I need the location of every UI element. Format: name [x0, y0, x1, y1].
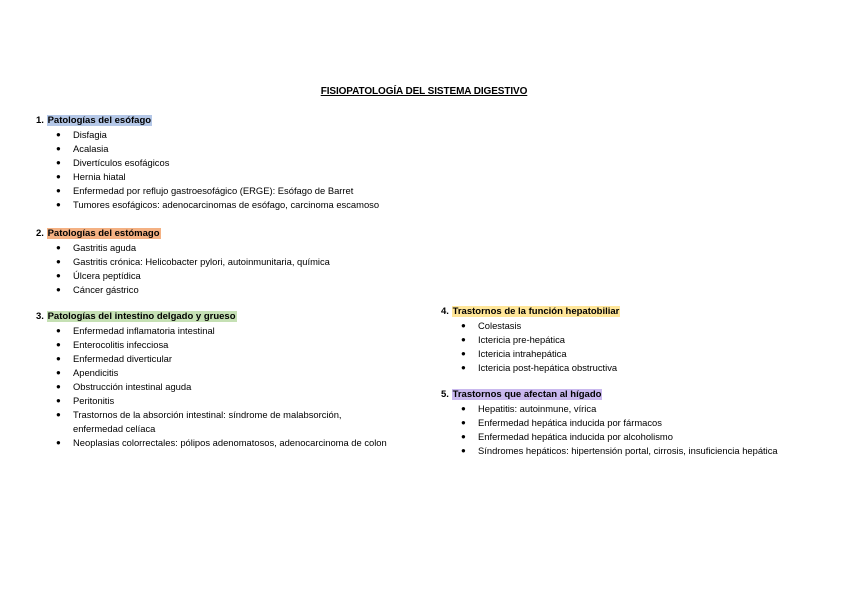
- list-item: ● Divertículos esofágicos: [56, 157, 170, 168]
- bullet-icon: ●: [56, 172, 61, 181]
- list-item: ● Úlcera peptídica: [56, 270, 141, 281]
- list-item: ● Enfermedad por reflujo gastroesofágico (ERGE): Esófago de Barret: [56, 185, 354, 196]
- page-title: FISIOPATOLOGÍA DEL SISTEMA DIGESTIVO: [320, 86, 528, 97]
- list-item: ● Tumores esofágicos: adenocarcinomas de esófago, carcinoma escamoso: [56, 199, 380, 210]
- list-item: ● Neoplasias colorrectales: pólipos adenomatosos, adenocarcinoma de colon: [56, 437, 387, 448]
- bullet-icon: ●: [56, 257, 61, 266]
- bullet-icon: ●: [56, 158, 61, 167]
- bullet-icon: ●: [56, 285, 61, 294]
- bullet-icon: ●: [56, 130, 61, 139]
- section-higado: [441, 388, 778, 458]
- list-item: ● Peritonitis: [56, 395, 115, 406]
- bullet-icon: ●: [56, 382, 61, 391]
- list-item: ● Gastritis aguda: [56, 242, 137, 253]
- list-item: ● Hepatitis: autoinmune, vírica: [461, 403, 597, 414]
- list-item: ● Cáncer gástrico: [56, 284, 139, 295]
- bullet-icon: ●: [461, 446, 466, 455]
- list-item: ● Apendicitis: [56, 367, 119, 378]
- list-item: ● Enfermedad hepática inducida por fármacos: [461, 417, 662, 428]
- section-heading: [36, 310, 393, 324]
- list-item: ● Ictericia intrahepática: [461, 348, 567, 359]
- section-heading: [441, 388, 778, 402]
- list-item: ● Trastornos de la absorción intestinal: síndrome de malabsorción, enfermedad celíaca: [56, 409, 342, 434]
- item-list: [441, 319, 620, 375]
- list-item: ● Ictericia post-hepática obstructiva: [461, 362, 618, 373]
- list-item: ● Enfermedad inflamatoria intestinal: [56, 325, 215, 336]
- section-number: 2.: [36, 228, 44, 239]
- list-item: ● Enterocolitis infecciosa: [56, 339, 169, 350]
- bullet-icon: ●: [461, 335, 466, 344]
- item-list: [441, 402, 778, 458]
- section-intestino: [36, 310, 393, 450]
- section-title-highlight: Patologías del estómago: [47, 228, 160, 239]
- section-heading: [441, 305, 620, 319]
- bullet-icon: ●: [56, 410, 61, 419]
- item-list: [36, 324, 393, 450]
- bullet-icon: ●: [56, 186, 61, 195]
- bullet-icon: ●: [56, 368, 61, 377]
- section-heading: [36, 227, 330, 241]
- bullet-icon: ●: [461, 432, 466, 441]
- list-item: ● Gastritis crónica: Helicobacter pylori, autoinmunitaria, química: [56, 256, 330, 267]
- bullet-icon: ●: [56, 354, 61, 363]
- list-item: ● Ictericia pre-hepática: [461, 334, 566, 345]
- bullet-icon: ●: [56, 243, 61, 252]
- list-item: ● Síndromes hepáticos: hipertensión portal, cirrosis, insuficiencia hepática: [461, 445, 778, 456]
- section-number: 3.: [36, 311, 44, 322]
- section-title-highlight: Patologías del esófago: [47, 115, 152, 126]
- section-number: 5.: [441, 389, 449, 400]
- list-item: ● Disfagia: [56, 129, 107, 140]
- section-number: 1.: [36, 115, 44, 126]
- bullet-icon: ●: [461, 404, 466, 413]
- item-list: [36, 241, 330, 297]
- bullet-icon: ●: [56, 438, 61, 447]
- bullet-icon: ●: [56, 271, 61, 280]
- list-item: ● Colestasis: [461, 320, 522, 331]
- section-esofago: [36, 114, 379, 212]
- section-title-highlight: Trastornos que afectan al hígado: [452, 389, 602, 400]
- section-title-highlight: Patologías del intestino delgado y grueso: [47, 311, 236, 322]
- bullet-icon: ●: [461, 321, 466, 330]
- section-heading: [36, 114, 379, 128]
- list-item: ● Enfermedad hepática inducida por alcoholismo: [461, 431, 673, 442]
- list-item: ● Enfermedad diverticular: [56, 353, 173, 364]
- section-hepatobiliar: [441, 305, 620, 375]
- bullet-icon: ●: [461, 418, 466, 427]
- section-number: 4.: [441, 306, 449, 317]
- bullet-icon: ●: [56, 144, 61, 153]
- section-estomago: [36, 227, 330, 297]
- list-item: ● Obstrucción intestinal aguda: [56, 381, 192, 392]
- section-title-highlight: Trastornos de la función hepatobiliar: [452, 306, 620, 317]
- bullet-icon: ●: [56, 200, 61, 209]
- item-list: [36, 128, 379, 212]
- bullet-icon: ●: [461, 349, 466, 358]
- list-item: ● Acalasia: [56, 143, 109, 154]
- bullet-icon: ●: [56, 396, 61, 405]
- bullet-icon: ●: [461, 363, 466, 372]
- list-item: ● Hernia hiatal: [56, 171, 126, 182]
- bullet-icon: ●: [56, 340, 61, 349]
- bullet-icon: ●: [56, 326, 61, 335]
